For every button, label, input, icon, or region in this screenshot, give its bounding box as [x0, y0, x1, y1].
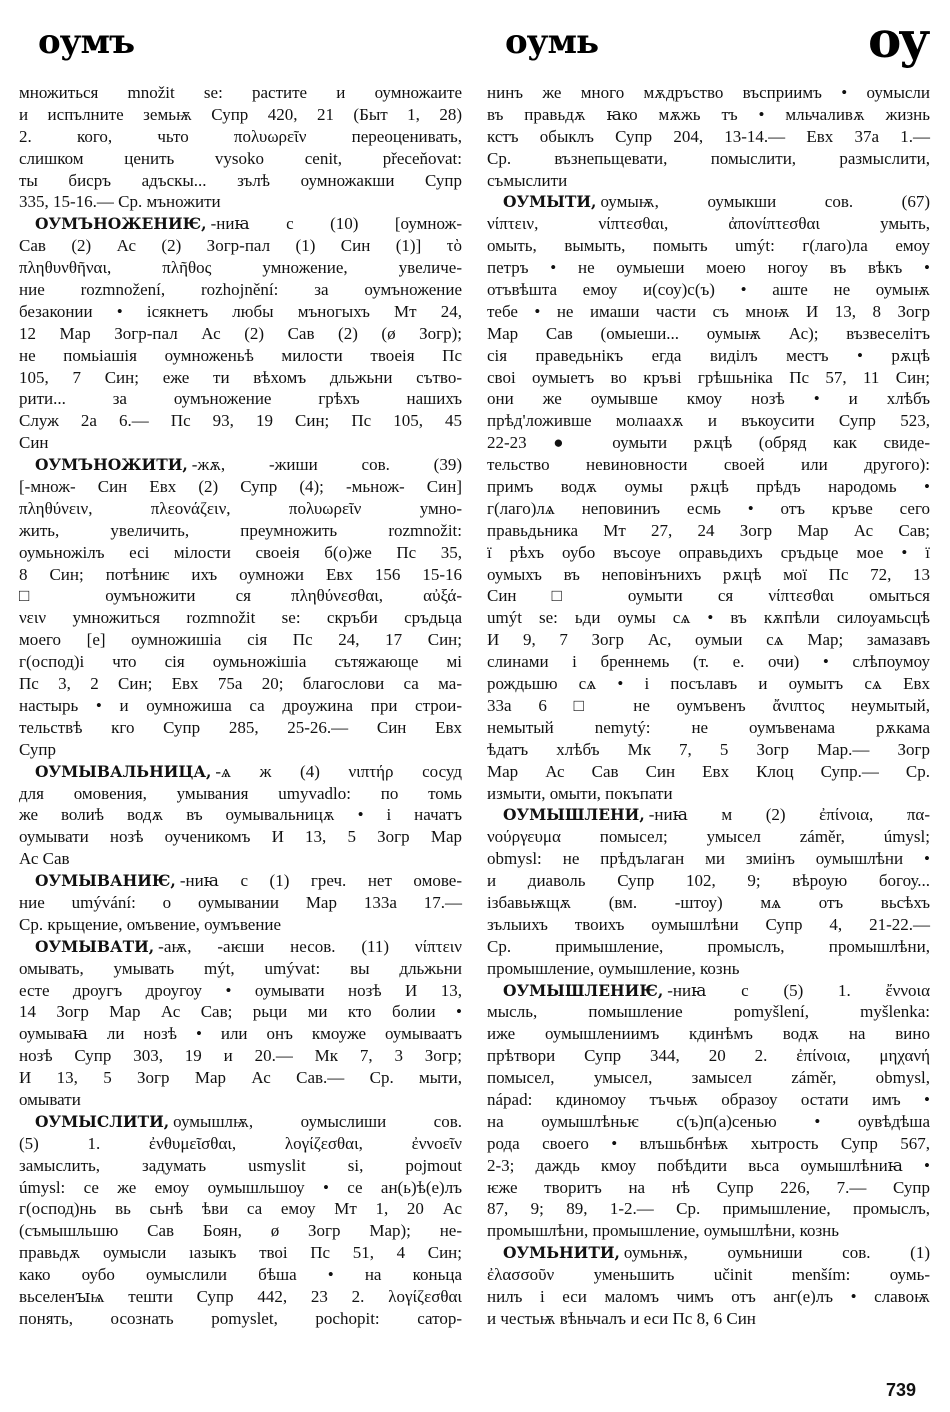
- line-text: -ѧ ж (4) νιπτήρ сосуд: [215, 761, 462, 781]
- line-text: г(оспод)нь вь сьнѣ ѣви са емоу Мт 1, 20 Ас: [19, 1199, 462, 1219]
- text-line: [487, 914, 930, 936]
- line-text: како оубо оумыслили бѣша • на коньца: [19, 1265, 462, 1285]
- text-line: [19, 826, 462, 848]
- line-text: примъ водѫ оумы рѫцѣ прѣдъ народомь •: [487, 477, 930, 497]
- line-text: моего [е] оумножишіа сія Пс 24, 17 Син;: [19, 630, 462, 650]
- line-text: 22-23 ● оумыти рѫцѣ (обряд как свиде-: [487, 433, 930, 453]
- line-text: есте дроугъ дроугоу • оумывати нозѣ И 13,: [19, 980, 462, 1000]
- line-text: [-множ- Син Евх (2) Супр (4); -мьнож- Син]: [19, 477, 462, 497]
- text-line: [19, 980, 462, 1002]
- text-line: [19, 804, 462, 826]
- text-line: [487, 104, 930, 126]
- text-line: [487, 1198, 930, 1220]
- line-text: оумышлѭ, оумыслиши сов.: [173, 1111, 462, 1131]
- text-line: [487, 804, 930, 826]
- text-line: [487, 892, 930, 914]
- dictionary-entry: [19, 213, 462, 454]
- text-line: [487, 410, 930, 432]
- line-text: не помьіашія оумноженьѣ милости твоеія Пс: [19, 345, 462, 365]
- column-left: [19, 82, 462, 1330]
- line-text: Супр: [19, 739, 57, 759]
- line-text: правьдѫ оумысли ıазыкъ твоі Пс 51, 4 Син;: [19, 1243, 462, 1263]
- text-line: [487, 301, 930, 323]
- line-text: 335, 15-16.— Ср. мъножити: [19, 192, 221, 212]
- line-text: -жѫ, -жиши сов. (39): [191, 455, 462, 475]
- text-line: [487, 783, 930, 805]
- line-text: Ас Сав: [19, 849, 70, 869]
- line-text: 14 Зогр Мар Ас Сав; рьци ми кто болии •: [19, 1002, 462, 1022]
- text-line: [19, 629, 462, 651]
- text-line: [19, 388, 462, 410]
- text-line: [19, 1023, 462, 1045]
- text-line: [487, 673, 930, 695]
- line-text: замыслить, задумать usmyslit si, pojmout: [19, 1155, 462, 1175]
- line-text: омыть, вымыть, помыть umýt: г(лаго)ла емоу: [487, 236, 930, 256]
- text-line: [19, 1264, 462, 1286]
- dictionary-entry: [19, 454, 462, 760]
- headword: ОУМЫШЛЕНИѤ,: [503, 980, 664, 1000]
- line-text: umýt se: ьди оумы сѧ • въ кѫпѣли силоуамьсцѣ: [487, 608, 930, 628]
- text-line: [19, 148, 462, 170]
- text-line: [487, 498, 930, 520]
- headword: ОУМЪНОЖЕНИѤ,: [35, 214, 207, 234]
- text-line: [487, 848, 930, 870]
- text-line: [19, 958, 462, 980]
- line-text: оумываꙗ ли нозѣ • или онъ кмоуже оумываатъ: [19, 1024, 462, 1044]
- line-text: на оумышлѣньѥ с(ъ)п(а)сенью • оувѣдѣша: [487, 1111, 930, 1131]
- text-line: [19, 585, 462, 607]
- text-line: [19, 1045, 462, 1067]
- line-text: иже оумышлениимъ кдинѣмъ водѫ на вино: [487, 1024, 930, 1044]
- line-text: πληθύνειν, πλεονάζειν, πολυωρεῖν умно-: [19, 498, 462, 518]
- line-text: оумьнѭ, оумьниши сов. (1): [623, 1243, 930, 1263]
- line-text: -аѭ, -аѥши несов. (11) νίπτειν: [158, 936, 462, 956]
- line-text: úmysl: се же емоу оумышльшоу • се ан(ь)ѣ(е)лъ: [19, 1177, 462, 1197]
- line-text: νειν умножиться rozmnožit se: скръби сръдьца: [19, 608, 462, 628]
- text-line: [487, 1264, 930, 1286]
- line-text: Служ 2а 6.— Пс 93, 19 Син; Пс 105, 45: [19, 411, 462, 431]
- line-text: νούργευμα помысел; умысел záměr, úmysl;: [487, 827, 930, 847]
- line-text: слинами і бреннемь (т. е. очи) • слѣпоумоу: [487, 652, 930, 672]
- text-line: [487, 695, 930, 717]
- text-line: [487, 958, 930, 980]
- line-text: -ниꙗ с (5) 1. ἔννοια: [667, 980, 930, 1000]
- line-text: рода своего • влъшьбнѣѭ хытрость Супр 567,: [487, 1133, 930, 1153]
- text-line: [487, 82, 930, 104]
- line-text: тельствѣ кго Супр 285, 25-26.— Син Евх: [19, 717, 462, 737]
- line-text: настырь • и оумножиша са дроужина при строи-: [19, 695, 462, 715]
- text-line: [487, 126, 930, 148]
- line-text: Мар Ас Сав Син Евх Клоц Супр.— Ср.: [487, 761, 930, 781]
- running-head-left: оумъ: [38, 22, 135, 62]
- line-text: ἐλασσοῦν уменьшить učinit menším: оумь-: [487, 1265, 930, 1285]
- line-text: въ правьдѫ ꙗко мѫжь тъ • мльчаливѫ жизнь: [487, 104, 930, 124]
- line-text: оумьножілъ есі мілости своеія б(о)же Пс 35,: [19, 542, 462, 562]
- text-line: [19, 476, 462, 498]
- text-line: [19, 1308, 462, 1330]
- line-text: nápad: кдиномоу тъчьѭ образоу остати имъ •: [487, 1089, 930, 1109]
- dictionary-entry: [487, 804, 930, 979]
- text-line: [487, 542, 930, 564]
- text-line: [487, 1308, 930, 1330]
- line-text: безаконии • ісякнетъ любы мъногыхъ Мт 24,: [19, 301, 462, 321]
- text-line: [487, 980, 930, 1002]
- text-line: [487, 170, 930, 192]
- line-text: ние rozmnožení, rozhojnění: за оумъножение: [19, 280, 462, 300]
- text-line: [19, 695, 462, 717]
- dictionary-entry: [19, 936, 462, 1111]
- line-text: нинъ же много мѫдръство въсприимъ • оумысли: [487, 83, 930, 102]
- line-text: тебе • не имаши части съ мноѭ И 13, 8 Зогр: [487, 301, 930, 321]
- text-line: [19, 1001, 462, 1023]
- text-line: [487, 148, 930, 170]
- line-text: -ниꙗ с (10) [оумнож-: [210, 214, 462, 234]
- text-line: [487, 1177, 930, 1199]
- line-text: правьдьника Мт 27, 24 Зогр Мар Ас Сав;: [487, 520, 930, 540]
- entry-continuation: [487, 82, 930, 191]
- line-text: множиться množit se: растите и оумножаите: [19, 83, 462, 102]
- text-line: [19, 213, 462, 235]
- text-line: [19, 323, 462, 345]
- line-text: □ оумъножити ся πληθύνεσθαι, αὐξά-: [19, 586, 462, 606]
- running-head-center: оумь: [505, 22, 599, 62]
- text-line: [487, 323, 930, 345]
- line-text: 2. кого, чьто πολυωρεῖν переоценивать,: [19, 126, 462, 146]
- line-text: (5) 1. ἐνθυμεῖσθαι, λογίζεσθαι, ἐννοεῖν: [19, 1133, 462, 1153]
- text-line: [487, 936, 930, 958]
- text-line: [487, 739, 930, 761]
- dictionary-entry: [487, 1242, 930, 1330]
- text-line: [19, 870, 462, 892]
- text-line: [487, 1242, 930, 1264]
- line-text: понять, осознать pomyslet, pochopit: сатор-: [19, 1308, 462, 1328]
- text-line: [19, 651, 462, 673]
- line-text: ї рѣхъ оубо въсоуе оправьдихъ сръдьце мое • ї: [487, 542, 930, 562]
- line-text: И 9, 7 Зогр Ас, оумыи сѧ Мар; замазавъ: [487, 630, 930, 650]
- dictionary-entry: [19, 1111, 462, 1330]
- line-text: ние umývání: о оумывании Мар 133а 17.—: [19, 892, 462, 912]
- line-text: -ниꙗ с (1) греч. нет омове-: [179, 871, 462, 891]
- text-line: [19, 1286, 462, 1308]
- line-text: измыти, омыти, покъпати: [487, 783, 673, 803]
- text-line: [19, 1089, 462, 1111]
- line-text: г(оспод)і что сія оумьножішіа сътяжающе мі: [19, 652, 462, 672]
- text-line: [19, 1220, 462, 1242]
- text-line: [19, 191, 462, 213]
- line-text: промышлѣни, промышление, оумышлѣни, кознь: [487, 1221, 840, 1241]
- text-line: [19, 1155, 462, 1177]
- line-text: же волиѣ водѫ въ оумывальницѫ • і начатъ: [19, 805, 462, 825]
- line-text: νίπτειν, νίπτεσθαι, ἀπονίπτεσθαι умыть,: [487, 214, 930, 234]
- text-line: [487, 607, 930, 629]
- line-text: кстъ обыклъ Супр 204, 13-14.— Евх 37а 1.—: [487, 126, 930, 146]
- text-line: [19, 104, 462, 126]
- line-text: оумывати нозѣ оученикомъ И 13, 5 Зогр Мар: [19, 827, 462, 847]
- line-text: зълыихъ твоихъ оумышлѣни Супр 4, 21-22.—: [487, 914, 930, 934]
- line-text: Ср. възнепьщевати, помыслити, размыслити,: [487, 148, 930, 168]
- line-text: ізбавьѭщѫ (вм. -штоу) мѧ отъ вьсѣхъ: [487, 892, 930, 912]
- dictionary-entry: [19, 761, 462, 870]
- text-line: [19, 1111, 462, 1133]
- text-line: [487, 213, 930, 235]
- line-text: омывать, умывать mýt, umývat: вы дльжьни: [19, 958, 462, 978]
- dictionary-entry: [487, 980, 930, 1243]
- line-text: г(лаго)лѧ неповиниъ есмь • отъ кръве сего: [487, 498, 930, 518]
- headword: ОУМЫВАТИ,: [35, 936, 155, 956]
- text-line: [19, 761, 462, 783]
- line-text: ты бисръ адъскы... зълѣ оумножакши Супр: [19, 170, 462, 190]
- text-line: [19, 257, 462, 279]
- text-line: [487, 1220, 930, 1242]
- headword: ОУМЬНИТИ,: [503, 1243, 620, 1263]
- text-line: [487, 235, 930, 257]
- text-line: [487, 1001, 930, 1023]
- text-line: [19, 520, 462, 542]
- text-line: [19, 235, 462, 257]
- line-text: Ср. примышление, промыслъ, промышлѣни,: [487, 936, 930, 956]
- line-text: омывати: [19, 1089, 81, 1109]
- text-line: [487, 1155, 930, 1177]
- line-text: πληθυνθῆναι, πλῆθος умножение, увеличе-: [19, 258, 462, 278]
- line-text: нозѣ Супр 303, 19 и 20.— Мк 7, 3 Зогр;: [19, 1046, 462, 1066]
- text-line: [19, 739, 462, 761]
- line-text: съмыслити: [487, 170, 568, 190]
- text-line: [487, 257, 930, 279]
- page-number: 739: [886, 1380, 917, 1400]
- line-text: -ниꙗ м (2) ἐπίνοια, πα-: [648, 805, 930, 825]
- text-line: [19, 498, 462, 520]
- text-line: [487, 432, 930, 454]
- text-line: [19, 1177, 462, 1199]
- text-line: [19, 367, 462, 389]
- text-line: [487, 870, 930, 892]
- text-line: [487, 629, 930, 651]
- text-line: [487, 345, 930, 367]
- text-line: [487, 651, 930, 673]
- line-text: Син: [19, 433, 49, 453]
- text-line: [19, 848, 462, 870]
- line-text: тельство невиновности своей или другого):: [487, 455, 930, 475]
- line-text: отъвѣшта емоу и(соу)с(ъ) • аште не оумыѭ: [487, 280, 930, 300]
- text-line: [487, 454, 930, 476]
- headword: ОУМЫТИ,: [503, 192, 597, 212]
- text-line: [19, 126, 462, 148]
- line-text: 12 Мар Зогр-пал Ас (2) Сав (2) (ø Зогр);: [19, 323, 462, 343]
- line-text: 8 Син; потѣниѥ ихъ оумножи Евх 156 15-16: [19, 564, 462, 584]
- line-text: нилъ і еси маломъ чимъ отъ анг(е)лъ • славоѭ: [487, 1286, 930, 1306]
- line-text: петръ • не оумыеши моею ногоу въ вѣкъ •: [487, 258, 930, 278]
- line-text: прѣд'ложивше молıаахѫ и въкоусити Супр 523,: [487, 411, 930, 431]
- line-text: вьселенꙑѩ тешти Супр 442, 23 2. λογίζεσθαι: [19, 1286, 462, 1306]
- text-line: [19, 170, 462, 192]
- text-line: [19, 454, 462, 476]
- text-line: [487, 1133, 930, 1155]
- text-line: [19, 673, 462, 695]
- text-line: [19, 892, 462, 914]
- line-text: для омовения, умывания umyvadlo: по томь: [19, 783, 462, 803]
- line-text: своі оумыетъ во кръві грѣшьніка Пс 57, 11 Син;: [487, 367, 930, 387]
- text-line: [19, 717, 462, 739]
- line-text: Мар Сав (омыеши... оумыѭ Ас); възвеселітъ: [487, 323, 930, 343]
- headword: ОУМЫСЛИТИ,: [35, 1111, 170, 1131]
- text-line: [487, 367, 930, 389]
- text-line: [487, 388, 930, 410]
- line-text: промышление, оумышление, кознь: [487, 958, 740, 978]
- line-text: 105, 7 Син; еже ти вѣхомъ дльжьни сътво-: [19, 367, 462, 387]
- text-line: [19, 432, 462, 454]
- text-line: [487, 564, 930, 586]
- text-line: [487, 1067, 930, 1089]
- line-text: помысел, умысел, замысел záměr, obmysl,: [487, 1068, 930, 1088]
- text-line: [19, 410, 462, 432]
- line-text: Пс 3, 2 Син; Евх 75а 20; благослови са ма-: [19, 674, 462, 694]
- text-line: [487, 476, 930, 498]
- text-line: [487, 1045, 930, 1067]
- text-line: [487, 191, 930, 213]
- line-text: 2-3; даждь кмоу побѣдити вьса оумышлѣниꙗ •: [487, 1155, 930, 1175]
- headword: ОУМЪНОЖИТИ,: [35, 455, 188, 475]
- text-line: [19, 345, 462, 367]
- line-text: рождьшю сѧ • і посълавъ и оумытъ сѧ Евх: [487, 674, 930, 694]
- line-text: сія праведьнікъ егда виділъ местъ • рѫцѣ: [487, 345, 930, 365]
- text-line: [19, 783, 462, 805]
- text-line: [19, 301, 462, 323]
- text-line: [19, 1133, 462, 1155]
- text-line: [487, 717, 930, 739]
- line-text: мысль, помышление pomyšlení, myšlenka:: [487, 1002, 930, 1022]
- text-line: [19, 607, 462, 629]
- text-line: [19, 82, 462, 104]
- line-text: (съмышльшю Сав Боян, ø Зогр Мар); не-: [19, 1221, 462, 1241]
- line-text: ѣдатъ хлѣбъ Мк 7, 5 Зогр Мар.— Зогр: [487, 739, 930, 759]
- headword: ОУМЫШЛЕНИ,: [503, 805, 645, 825]
- text-line: [19, 542, 462, 564]
- line-text: 33а 6 □ не оумъвенъ ἄνιπτος неумытый,: [487, 695, 930, 715]
- line-text: жить, увеличить, преумножить rozmnožit:: [19, 520, 462, 540]
- running-head-letter: оу: [868, 10, 928, 69]
- text-line: [487, 1089, 930, 1111]
- text-line: [487, 1023, 930, 1045]
- line-text: прѣтвори Супр 344, 20 2. ἐπίνοια, μηχανή: [487, 1046, 930, 1066]
- line-text: оумыѭ, оумыкши сов. (67): [600, 192, 930, 212]
- text-line: [19, 914, 462, 936]
- text-line: [19, 279, 462, 301]
- text-line: [487, 279, 930, 301]
- line-text: немытый nemytý: не оумъвенама рѫкама: [487, 717, 930, 737]
- text-line: [19, 564, 462, 586]
- line-text: Син □ оумыти ся νίπτεσθαι омыться: [487, 586, 930, 606]
- line-text: И 13, 5 Зогр Мар Ас Сав.— Ср. мыти,: [19, 1068, 462, 1088]
- text-line: [487, 520, 930, 542]
- text-line: [487, 585, 930, 607]
- line-text: рити... за оумъножение грѣхъ нашихъ: [19, 389, 462, 409]
- line-text: и испълните земьѭ Супр 420, 21 (Быт 1, 28): [19, 104, 462, 124]
- dictionary-entry: [487, 191, 930, 804]
- line-text: ѥже творитъ на нѣ Супр 226, 7.— Супр: [487, 1177, 930, 1197]
- text-line: [19, 1242, 462, 1264]
- text-line: [19, 1067, 462, 1089]
- text-line: [487, 1286, 930, 1308]
- line-text: слишком ценить vysoko cenit, přeceňovat:: [19, 148, 462, 168]
- entry-continuation: [19, 82, 462, 213]
- line-text: и честьѭ вѣньчалъ и еси Пс 8, 6 Син: [487, 1308, 756, 1328]
- headword: ОУМЫВАЛЬНИЦА,: [35, 761, 212, 781]
- line-text: и диаволь Супр 102, 9; вѣроую богоу...: [487, 871, 930, 891]
- dictionary-entry: [19, 870, 462, 936]
- text-line: [487, 761, 930, 783]
- line-text: 87, 9; 89, 1-2.— Ср. примышление, промыслъ,: [487, 1199, 930, 1219]
- line-text: оумыхъ въ неповінънихъ рѫцѣ мої Пс 72, 13: [487, 564, 930, 584]
- text-line: [487, 1111, 930, 1133]
- text-line: [19, 936, 462, 958]
- text-line: [19, 1198, 462, 1220]
- line-text: Сав (2) Ас (2) Зогр-пал (1) Син (1)] τὸ: [19, 236, 462, 256]
- line-text: они же оумывше кмоу нозѣ • и хлѣбъ: [487, 389, 930, 409]
- line-text: Ср. крьщение, омъвение, оумъвение: [19, 914, 282, 934]
- headword: ОУМЫВАНИѤ,: [35, 871, 176, 891]
- column-right: [487, 82, 930, 1330]
- line-text: obmysl: не прѣдълаган ми змиінъ оумышлѣни •: [487, 849, 930, 869]
- text-line: [487, 826, 930, 848]
